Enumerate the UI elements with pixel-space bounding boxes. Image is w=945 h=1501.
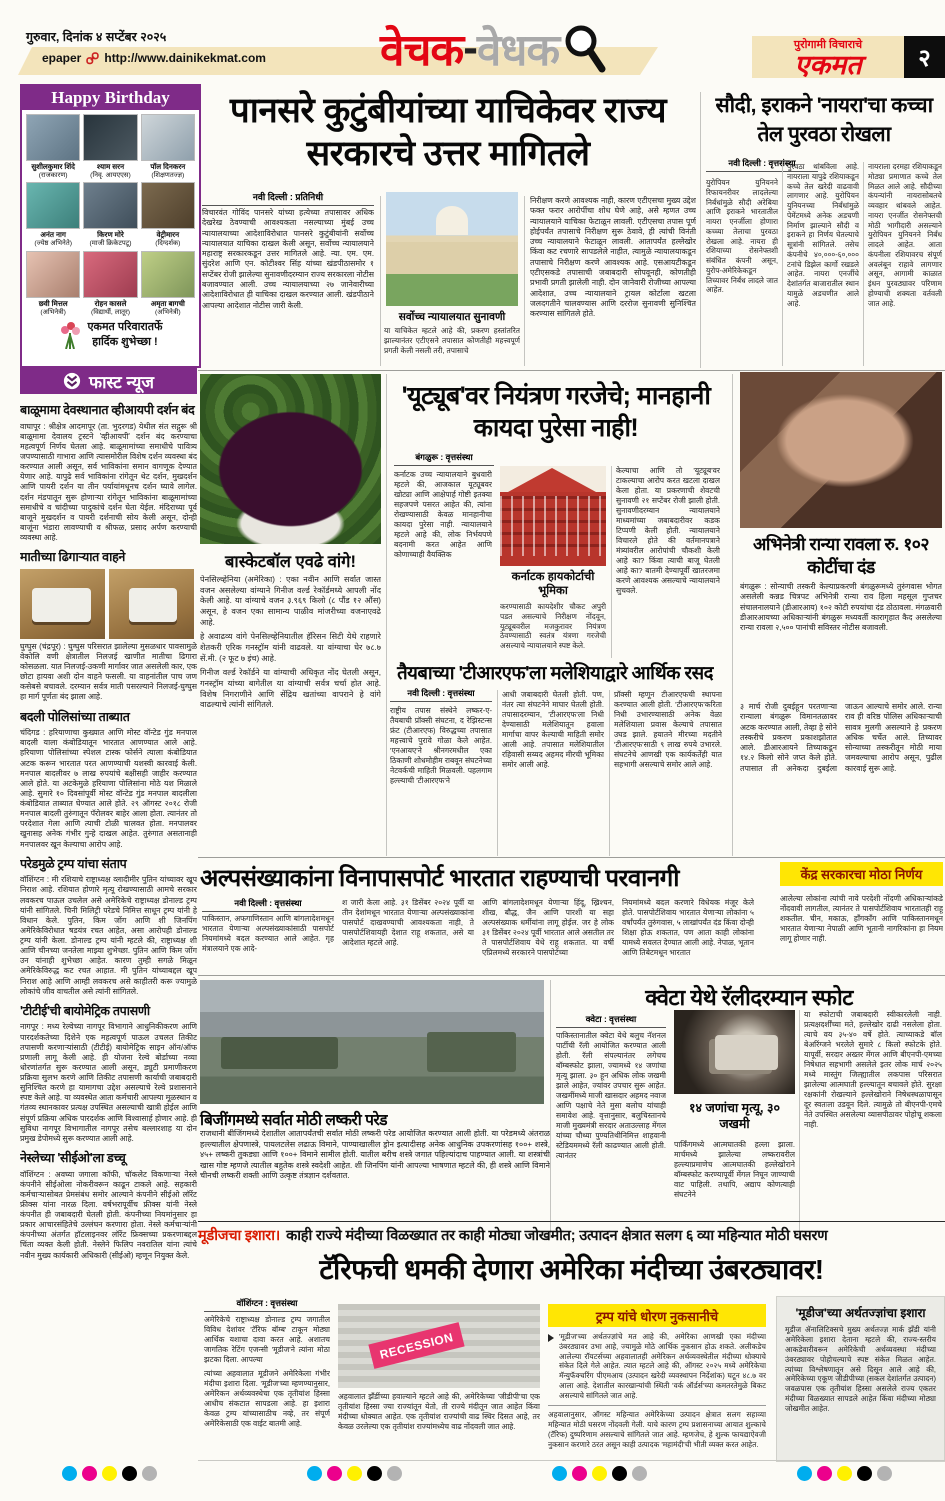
gray-dot [387, 1466, 402, 1481]
birthday-person [141, 114, 195, 179]
birthday-wish [22, 316, 199, 354]
saudi-headline: सौदी, इराकने 'नायरा'चा कच्चा तेल पुरवठा रोखला [715, 94, 933, 146]
brand-box [752, 36, 904, 78]
section-divider [198, 975, 945, 976]
minority-byline: नवी दिल्ली : वृत्तसंस्था [202, 898, 334, 912]
tariff-headline: टॅरिफची धमकी देणारा अमेरिका मंदीच्या उंबरठ्यावर! [319, 1254, 824, 1285]
dome-shape [436, 206, 468, 236]
column-rule [863, 162, 864, 366]
yellow-dot [102, 1466, 117, 1481]
eggplant-paragraph: गिनीज वर्ल्ड रेकॉर्डने या वांग्याची अधिकृत नोंद घेतली असून, गनस्ट्रॉम यांच्या बागेतील या वांग्याची सर्वत्र चर्चा होत आहे. विशेष निगराणीने आणि सेंद्रिय खतांच्या वापराने हे वांगे वाढल्याचे त्यांनी सांगितले. [200, 668, 381, 710]
lead-col-2: या याचिकेत म्हटले आहे की, प्रकरण हस्तांतरित झाल्यानंतर एटीएसने तपासात कोणतीही महत्त्वपूर्ण प्रगती केली नसली तरी, तपासाचे [384, 326, 520, 355]
section-divider [198, 857, 945, 858]
birthday-name: छवी मित्तल [38, 298, 68, 308]
section-divider [198, 370, 945, 371]
masthead-word-2: वेधक [476, 26, 560, 75]
quetta-col-2: पार्किंगमध्ये आत्मघातकी हल्ला झाला. मार्चमध्ये झालेल्या लष्करावरील हल्ल्याप्रमाणेच आत्मघातकी हल्लेखोराने बॉम्बस्फोट करण्यापूर्वी मेंगल निघून जाण्याची वाट पाहिली. तथापि, अद्याप कोणत्याही संघटनेने [674, 1140, 795, 1200]
minority-kicker: केंद्र सरकारचा मोठा निर्णय [780, 862, 943, 886]
lead-col-3: निरीक्षण करणे आवश्यक नाही, कारण एटीएसचा मुख्य उद्देश फक्त फरार आरोपींचा शोध घेणे आहे, असे म्हणत उच्च न्यायालयाने याचिका फेटाळून लावली. एटीएसचा तपास पूर्ण होईपर्यंत तपासाचे निरीक्षण सुरू ठेवावे, ही त्यांची विनंती उच्च न्यायालयाने फेटाळून लावली. आतापर्यंत हल्लेखोर किंवा कट रचणारे सापडलेले नाहीत, त्यामुळे न्यायालयाकडून तपासाचे निरीक्षण करणे आवश्यक आहे. एसआयटीकडून एटीएसकडे तपासाची जबाबदारी सोपवूनही, कोणतीही प्रभावी प्रगती झालेली नाही. दोन जानेवारी रोजीच्या आपल्या आदेशात, उच्च न्यायालयाने ट्रायल कोर्टाला खटला जलदगतीने चालवण्यास आणि दररोज सुनावणी सुनिश्चित करण्यास सांगितले होते. [530, 196, 696, 319]
minority-col-3: आणि बांगलादेशमधून येणाऱ्या हिंदू, ख्रिश्चन, शीख, बौद्ध, जैन आणि पारशी या सहा अल्पसंख्याक धर्मीयांना लागू होईल. जर हे लोक ३१ डिसेंबर २०२४ पूर्वी भारतात आले असतील तर ते पासपोर्टशिवाय येथे राहू शकतात. या वर्षी एप्रिलमध्ये सरकारने पासपोर्टच्या [482, 898, 614, 958]
vehicle-shape [427, 1032, 516, 1072]
fast-news-headline: बदली पोलिसांच्या ताब्यात [20, 709, 130, 724]
birthday-name: श्याम सरन [96, 162, 125, 171]
tariff-kicker: ट्रम्प यांचे धोरण नुकसानीचे [548, 1304, 766, 1327]
date-line: गुरुवार, दिनांक ४ सप्टेंबर २०२५ [26, 30, 167, 44]
youtube-byline: बंगळुरू : वृत्तसंस्था [394, 452, 494, 466]
footer-divider [198, 1460, 945, 1461]
birthday-name: वेट्रीमारन [156, 230, 180, 240]
masthead-separator: - [463, 23, 477, 72]
tariff-bullet-text: 'मूडीज'च्या अर्थतज्ज्ञांचे मत आहे की, अमेरिका आणखी एका मंदीच्या उंबरठ्यावर उभा आहे, ज्यामुळे मोठे आर्थिक नुकसान होऊ शकते. अलीकडेच आलेल्या रॉयटर्सच्या अहवालातही अमेरिकन अर्थव्यवस्थेतील मंदीच्या धोक्याचे संकेत दिले गेले आहेत. त्यात म्हटले आहे की, ऑगस्ट २०२५ मध्ये अमेरिकेचा मॅन्युफॅक्चरिंग पीएमआय (उत्पादन खरेदी व्यवस्थापन निर्देशांक) घटून ४८.७ वर आला आहे. देशातील कारखान्यांची स्थिती 'वर्क ऑर्डर्स'च्या कमतरतेमुळे बिकट असल्याचे सांगितले जात आहे. [559, 1332, 766, 1400]
moody-warning-band [198, 1221, 945, 1248]
birthday-person [83, 251, 137, 316]
giant-eggplant-photo [200, 374, 381, 544]
quetta-col-1: पाकिस्तानातील क्वेटा येथे बलुच नॅशनल पार्टीची रॅली आयोजित करण्यात आली होती. रॅली संपल्यानंतर लगेचच बॉम्बस्फोट झाला, ज्यामध्ये १४ जणांचा मृत्यू झाला. ३० हून अधिक लोक जखमी झाले आहेत, ज्यांवर उपचार सुरू आहेत. जखमींमध्ये माजी खासदार अहमद नवाज आणि पक्षाचे नेते मुसा बलोच यांचाही समावेश आहे. वृत्तानुसार, बलुचिस्तानचे माजी मुख्यमंत्री सरदार अताउल्लाह मेंगल यांच्या चौथ्या पुण्यतिथीनिमित्त शाहवानी स्टेडियममध्ये रॅली काढण्यात आली होती. त्यानंतर [556, 1031, 666, 1161]
fast-news-headline: 'टीटीई'ची बायोमेट्रिक तपासणी [20, 1003, 150, 1018]
yellow-dot [837, 1466, 852, 1481]
lead-byline: नवी दिल्ली : प्रतिनिधी [202, 190, 374, 206]
fast-news-item [20, 1151, 197, 1261]
eggplant-paragraph: पेनसिल्व्हेनिया (अमेरिका) : एका नवीन आणि सर्वात जास्त वजन असलेल्या वांग्याने गिनीज वर्ल्ड रेकॉर्डमध्ये आपली नोंद केली आहे. या वांग्याचे वजन ३.९६९ किलो (८ पौंड १२ औंस) असून, हे वजन एका सामान्य पाळीव मांजरीच्या वजनाएवढे आहे. [200, 575, 381, 627]
birthday-role: (राजकारण) [38, 171, 68, 179]
gray-dot [632, 1466, 647, 1481]
birthday-photo [141, 114, 195, 161]
roof-shape [508, 468, 596, 492]
fast-news-body: नागपूर : मध्य रेल्वेच्या नागपूर विभागाने आधुनिकीकरण आणि पारदर्शकतेच्या दिशेने एक महत्वपूर्ण पाऊल उचलत तिकीट तपासणी करणाऱ्यांसाठी (टीटीई) बायोमेट्रिक साइन ऑन/ऑफ प्रणाली लागू केली आहे. ही योजना रेल्वे बोर्डाच्या नव्या धोरणांतर्गत सुरू करण्यात आली असून, ड्युटी प्रमाणीकरण प्रक्रिया सुलभ करणे आणि तिकीट तपासणी कार्याची जबाबदारी सुनिश्चित करणे हा यामागचा उद्देश असल्याचे रेल्वे प्रशासनाने स्पष्ट केले आहे. या व्यवस्थेत आता कर्मचारी आपल्या मूळस्थान व गंतव्य स्थानकावर प्रत्यक्ष उपस्थित असल्याची खात्री होईल आणि संपूर्ण प्रक्रिया अधिक पारदर्शक आणि विश्वासार्ह होणार आहे. ही सुविधा नागपूर विभागातील नागपूर तसेच बल्लारशाह या दोन प्रमुख डेपोमध्ये सुरू करण्यात आली आहे. [20, 1022, 197, 1143]
fast-news-list [20, 396, 197, 1458]
vehicle-shape [221, 1037, 338, 1069]
birthday-role: (अभिनेत्री) [40, 308, 66, 316]
fast-news-title: फास्ट न्यूज [89, 372, 154, 392]
fast-news-body: वॉशिंग्टन : मी रशियाचे राष्ट्राध्यक्ष व्लादीमीर पुतिन यांच्यावर खूप निराश आहे. रशियात होणारे मृत्यू रोखण्यासाठी आमचे सरकार लवकरच पाऊल उचलेल असे अमेरिकेचे राष्ट्राध्यक्ष डोनाल्ड ट्रम्प यांनी सांगितले. चिनी मिलिट्री परेडचे निमित्त साधून ट्रम्प यांनी हे विधान केले. पुतिन, किम जोंग आणि शी जिनपिंग अमेरिकेविरोधात षडयंत्र रचत आहेत, असा आरोपही डोनाल्ड ट्रम्प यांनी केला. डोनाल्ड ट्रम्प यांनी म्हटले की, राष्ट्राध्यक्ष शी आणि चीनच्या जनतेला माझ्या शुभेच्छा. पुतिन आणि किम जोंग उन यांनाही शुभेच्छा आहेत. कारण तुम्ही सगळे मिळून अमेरिकेविरुद्ध कट रचत आहात. मी पुतिन यांच्याबद्दल खूप निराश आहे आणि आम्ही लवकरच असे काहीतरी करू ज्यामुळे लोकांचे जीव वाचतील असे त्यांनी सांगितले. [20, 875, 197, 996]
fast-news-item [20, 1004, 197, 1144]
vehicle-shape [32, 588, 92, 622]
fast-news-item [20, 403, 197, 543]
tariff-followup-text: अहवालानुसार, ऑगस्ट महिन्यात अमेरिकेच्या उत्पादन क्षेत्रात सलग सहाव्या महिन्यात मोठी घसरण नोंदवली गेली. याचे कारण ट्रम्प प्रशासनाच्या आयात शुल्काचे (टॅरिफ) दुष्परिणाम असल्याचे सांगितले जात आहे. म्हणजेच, हे शुल्क फायद्याऐवजी नुकसान करणारे ठरत असून काही उत्पादक 'महामंदी'ची भीती व्यक्त करत आहेत. [548, 1405, 766, 1449]
mud-vehicle-photo-1 [20, 569, 105, 639]
section-rule [700, 92, 701, 368]
brand-name: एकमत [794, 50, 862, 80]
arrow-bullet-icon [548, 1334, 554, 1342]
fast-news-headline: परेडमुळे ट्रम्प यांचा संताप [20, 856, 127, 871]
trf-byline: नवी दिल्ली : वृत्तसंस्था [390, 688, 492, 702]
trf-col-2: आधी जबाबदारी घेतली होती. पण, नंतर त्या संघटनेने माघार घेतली होती. तपासादरम्यान, 'टीआरएफ'ला निधी देण्यासाठी मलेशियातून हवाला मार्गाचा वापर केल्याची माहिती समोर आली आहे. तपासात मलेशियातील रहिवासी सय्यद अहमद मीरची भूमिका समोर आली आहे. [502, 690, 604, 770]
fast-news-body: वॉशिंग्टन : अवघ्या जगाला कॉफी, चॉकलेट विकणाऱ्या नेस्ले कंपनीने सीईओला नोकरीवरून काढून टाकले आहे. सहकारी कर्मचाऱ्यासोबत प्रेमसंबंध समोर आल्याने कंपनीने सीईओ लॉरेंट फ्रीक्स यांना नारळ दिला. वर्षभरापूर्वीच फ्रीक्स यांनी नेस्ले कंपनीत ही जबाबदारी घेतली होती. कंपनीच्या नियमांनुसार हा प्रकार आचारसंहितेचे उल्लंघन करणारा होता. नेस्ले कर्मचाऱ्यांनी कंपनीच्या अंतर्गत हॉटलाइनवर लॉरेंट फ्रिक्सच्या प्रकरणाबद्दल चिंता व्यक्त केली होती. नेस्लेने फिलिप नवरातिल यांना त्यांचे नवीन मुख्य कार्यकारी अधिकारी (सीईओ) म्हणून नियुक्त केले. [20, 1169, 197, 1260]
birthday-role: (विद्यार्थी, लातूर) [90, 308, 130, 316]
windows-pattern [500, 496, 606, 556]
cyan-dot [797, 1466, 812, 1481]
birthday-role: (निवृ. आयएएस) [90, 171, 131, 179]
birthday-grid [22, 110, 199, 316]
fast-news-item [20, 857, 197, 997]
black-dot [857, 1466, 872, 1481]
military-parade-photo [200, 980, 544, 1104]
cmyk-registration-dots [62, 1466, 157, 1481]
masthead-word-1: वेचक [380, 26, 464, 75]
damaged-truck-shape [715, 1035, 778, 1070]
birthday-person [26, 114, 80, 179]
gray-dot [877, 1466, 892, 1481]
actress-headline: अभिनेत्री रान्या रावला रु. १०२ कोटींचा दंड [752, 534, 930, 577]
youtube-photo-caption: कर्नाटक हायकोर्टाची भूमिका [511, 571, 595, 598]
birthday-name: रोहन कासले [94, 298, 127, 308]
magenta-dot [327, 1466, 342, 1481]
trf-col-1: राष्ट्रीय तपास संस्थेने लष्कर-ए-तैयबाची प्रॉक्सी संघटना, द रेझिस्टन्स फ्रंट (टीआरएफ) विरुद्धच्या तपासात महत्त्वाचे पुरावे गोळा केले आहेत. 'एनआयए'ने श्रीनगरमधील एका ठिकाणी शोधमोहीम राबवून संघटनेच्या नेटवर्कची माहिती मिळवली. पहलगाम हल्ल्याची 'टीआरएफ'ने [390, 706, 492, 786]
birthday-name: अनंत नाग [40, 230, 66, 240]
magenta-dot [82, 1466, 97, 1481]
mud-vehicle-photo-2 [109, 569, 194, 639]
bouquet-icon [58, 321, 82, 349]
saudi-col-3: नायराला दरमहा रशियाकडून मोठ्या प्रमाणात कच्चे तेल मिळत आले आहे. सौदीच्या कंपन्यांनी नायरासोबतचे व्यवहार थांबवले आहेत. नायरा एनर्जीत रोसनेफ्तची मोठी भागीदारी असल्याने युरोपियन युनियनने निर्बंध लादले आहेत. आता कंपनीला रशियावरच संपूर्ण अवलंबून राहावे लागणार असून, आगामी काळात इंधन पुरवठ्यावर परिणाम होण्याची शक्यता वर्तवली जात आहे. [868, 162, 942, 308]
birthday-person [141, 182, 195, 247]
yellow-dot [592, 1466, 607, 1481]
fast-news-body: चंदिगड : हरियाणाचा कुख्यात आणि मोस्ट वॉन्टेड गुंड मनपाल बादली याला कंबोडियातून भारतात आणण्यात आले आहे. हरियाणा पोलिसांच्या स्पेशल टास्क फोर्सने त्याला कंबोडियात अटक करून भारतात परत आणण्याची यशस्वी कारवाई केली. मनपाल बादलीवर ७ लाख रुपयांचे बक्षीसही जाहीर करण्यात आले होते. या अटकेमुळे हरियाणा पोलिसांना मोठे यश मिळाले आहे. सुमारे १० दिवसांपूर्वी मोस्ट वॉन्टेड गुंड मनपाल बादलीला कंबोडियात ताब्यात घेण्यात आले होते. २९ ऑगस्ट २०१८ रोजी मनपाल बादली तुरुंगातून पॅरोलवर बाहेर आला होता. त्यानंतर तो परदेशात गेला आणि त्याची टोळी चालवत होता. मनपालवर खुनासह अनेक गंभीर गुन्हे दाखल आहेत. तुरुंगात असतानाही मनपालवर खून केल्याचा आरोप आहे. [20, 728, 197, 849]
quetta-headline: क्वेटा येथे रॅलीदरम्यान स्फोट [645, 985, 853, 1010]
birthday-photo [83, 182, 137, 229]
cyan-dot [552, 1466, 567, 1481]
cyan-dot [307, 1466, 322, 1481]
supreme-court-photo [386, 192, 518, 306]
yellow-dot [347, 1466, 362, 1481]
birthday-title: Happy Birthday [22, 86, 199, 110]
section-rule [550, 980, 551, 1238]
tariff-byline: वॉशिंग्टन : वृत्तसंस्था [204, 1298, 330, 1312]
moody-band-prefix: मूडीजचा इशारा। [198, 1228, 281, 1244]
minority-col-4: नियमांमध्ये बदल करणारे विधेयक मंजूर केले होते. पासपोर्टशिवाय भारतात येणाऱ्या लोकांना ५ वर्षांपर्यंत तुरुंगवास, ५ लाखांपर्यंत दंड किंवा दोन्ही शिक्षा होऊ शकतात, पण आता काही लोकांना यामध्ये सवलत देण्यात आली आहे. नेपाळ, भूतान आणि तिबेटमधून भारतात [622, 898, 754, 958]
link-icon [86, 52, 99, 65]
eggplant-paragraph: हे अवाढव्य वांगे पेनसिल्व्हेनियातील हॅरिसन सिटी येथे राहणारे शेतकरी एरिक गनस्ट्रॉम यांनी वाढवले. या वांग्याचा घेर ७८.७ सें.मी. (२ फूट ७ इंच) आहे. [200, 632, 381, 663]
youtube-col-1: कर्नाटक उच्च न्यायालयाने बुधवारी म्हटले की, आजकाल यूट्यूबवर खोट्या आणि आक्षेपार्ह गोष्टी इतक्या सहजपणे पसरत आहेत की, त्यांना रोखण्यासाठी केवळ मानहानीचा कायदा पुरेसा नाही. न्यायालयाने म्हटले आहे की, लोक निर्भयपणे बदनामी करत आहेत आणि कोणाच्याही वैयक्तिक [394, 470, 492, 560]
eggplant-body [200, 575, 381, 857]
birthday-person [141, 251, 195, 316]
birthday-name: सुशीलकुमार शिंदे [31, 162, 75, 171]
quetta-byline: क्वेटा : वृत्तसंस्था [556, 1014, 666, 1028]
brand-tagline: पुरोगामी विचाराचे [793, 39, 863, 51]
wish-line-1: एकमत परिवारातर्फे [87, 321, 163, 334]
magenta-dot [572, 1466, 587, 1481]
saudi-col-2: पुरवठा थांबविला आहे. नायराला यापुढे रशियाकडून कच्चे तेल खरेदी वाढवावी लागणार आहे. युरोपियन युनियनच्या निर्बंधांमुळे पेमेंटमध्ये अनेक अडचणी निर्माण झाल्याने सौदी व इराकने हा निर्णय घेतल्याचे सूत्रांनी सांगितले. तसेच कंपनीचे ४०,०००-६०,००० टनांचे डिझेल कार्गो रखडले आहेत. नायरा एनर्जीचे देशांतर्गत बाजारातील स्थान यामुळे अडचणीत आले आहे. [787, 162, 859, 308]
fast-news-item [20, 710, 197, 850]
wish-line-2: हार्दिक शुभेच्छा ! [92, 336, 158, 349]
column-rule [380, 196, 381, 366]
column-rule [524, 196, 525, 366]
birthday-role: (दिग्दर्शक) [155, 240, 181, 248]
birthday-name: पॉल दिनकरन [150, 162, 186, 171]
column-rule [611, 466, 612, 658]
birthday-photo [26, 182, 80, 229]
lead-photo-caption: सर्वोच्च न्यायालयात सुनावणी [398, 311, 506, 323]
birthday-photo [26, 251, 80, 298]
recession-tag: RECESSION [369, 1322, 465, 1369]
gray-dot [142, 1466, 157, 1481]
lead-headline: पानसरे कुटुंबीयांच्या याचिकेवर राज्य सरकारचे उत्तर मागितले [229, 91, 667, 173]
fast-news-body: घुग्घुस (चंद्रपूर) : घुग्घुस परिसरात झालेल्या मुसळधार पावसामुळे वेकोलि वणी क्षेत्रातील निलजई खाणीत मातीचा ढिगारा कोसळला. यात निलजई-उकणी मार्गावर जात असलेली कार, एक छोटा हायवा अशी दोन वाहने फसली. या वाहनांतील पाच जण कसेबसे बचावले. दरम्यान सर्वत्र माती पसरल्याने निलजई-घुग्घुस हा मार्ग पूर्णतः बंद झाला आहे. [20, 641, 197, 702]
quetta-col-3: या स्फोटाची जबाबदारी स्वीकारलेली नाही. प्रत्यक्षदर्शींच्या मते, हल्लेखोर दाढी नसलेला होता. त्याचे वय ३५-४० वर्षे होते. त्याच्याकडे बॉल बेअरिंग्जने भरलेले सुमारे ८ किलो स्फोटके होते. यापूर्वी, सरदार अख्तर मेंगल आणि बीएनपी-एमच्या निषेधात सहभागी असलेले इतर लोक मार्च २०२५ मध्ये मास्तुंग जिल्ह्यातील लकपास परिसरात झालेल्या आत्मघाती हल्ल्यातून बचावले होते. सुरक्षा रक्षकांनी रोखल्याने हल्लेखोराने निषेधस्थळापासून दूर स्वतःला उडवून दिले. त्यामुळे तो बीएनपी-एमचे नेते उपस्थित असलेल्या व्यासपीठावर पोहोचू शकला नाही. [804, 1010, 942, 1130]
birthday-role: (ज्येष्ठ अभिनेते) [34, 240, 72, 248]
saudi-byline: नवी दिल्ली : वृत्तसंस्था [706, 158, 818, 172]
magenta-dot [817, 1466, 832, 1481]
column-rule [799, 1010, 800, 1238]
lead-col-1: विचारवंत गोविंद पानसरे यांच्या हत्येच्या तपासावर अधिक देखरेख ठेवण्याची आवश्यकता नसल्याच्या मुंबई उच्च न्यायालयाच्या आदेशाविरोधात पानसरे कुटुंबीयांनी सर्वोच्च न्यायालयात याचिका दाखल केली असून, सर्वोच्च न्यायालयाने महाराष्ट्र सरकारकडून उत्तर मागितले आहे. न्या. एम. एम. सुंदरेश आणि एन. कोटीश्वर सिंह यांच्या खंडपीठासमोर १ सप्टेंबर रोजी झालेल्या सुनावणीदरम्यान राज्य सरकारला नोटीस बजावण्यात आली. उच्च न्यायालयाच्या २७ जानेवारीच्या आदेशाविरोधात ही याचिका दाखल करण्यात आली. खंडपीठाने आपल्या आदेशात नोटीस जारी केली. [202, 208, 374, 310]
youtube-headline: 'यूट्यूब'वर नियंत्रण गरजेचे; मानहानी कायदा पुरेसा नाही! [401, 382, 711, 442]
epaper-url[interactable]: http://www.dainikekmat.com [104, 51, 266, 65]
actress-photo [740, 372, 942, 528]
parade-caption-body: राजधानी बीजिंगमध्ये देशातील आतापर्यंतची सर्वात मोठी लष्करी परेड आयोजित करण्यात आली होती. या परेडमध्ये अंतराळ हल्ल्यातील क्षेपणास्त्रे, पायलटलेस लढाऊ विमाने, पाण्याखालील ड्रोन इत्यादीसह अनेक आधुनिक उपकरणांसह १००+ शस्त्रे, ४५+ लष्करी तुकड्या आणि १००+ विमाने सामील होती. यातील बरीच शस्त्रे जगात पहिल्यांदाच पाहण्यात आली. या शस्त्रांची खास गोष्ट म्हणजे त्यातील बहुतेक शस्त्रे स्वदेशी आहेत. शी जिनपिंग यांनी आपल्या भाषणात म्हटले की, ही शस्त्रे आणि विमाने चीनची लष्करी शक्ती आणि उत्कृष्ट तंत्रज्ञान दर्शवतात. [200, 1129, 550, 1181]
epaper-label: epaper [42, 51, 82, 65]
fast-news-headline: मातीच्या ढिगाऱ्यात वाहने [20, 550, 126, 565]
fast-news-body: वाघापूर : श्रीक्षेत्र आदमापूर (ता. भुदरगड) येथील संत सद्गुरू श्री बाळूमामा देवालय ट्रस्टने 'व्हीआयपी' दर्शन बंद करण्याचा महत्वपूर्ण निर्णय घेतला आहे. बाळूमामांच्या समाधीचे पावित्र्य जपण्यासाठी गाभारा आणि त्यासमोरील विशेष दर्शन व्यवस्था बंद करण्यात आली असून, सर्व भाविकांना समान वागणूक देण्यात येणार आहे. यापुढे सर्व भाविकांना रांगेतून थेट दर्शन, मुखदर्शन आणि पायरी दर्शन या तीन पर्यायांमधूनच दर्शन घ्यावे लागेल. दर्शन मंडपातून सुरू होणाऱ्या रांगेतून भाविकांना बाळूमामांच्या समाधीचे व चांदीच्या पादुकांचे दर्शन घेता येईल. मंदिराच्या पूर्व बाजूने मुखदर्शन व पायरी दर्शनाची सोय केली असून, दोन्ही बाजूंना भंडारा लावण्याची व श्रीफळ, प्रसाद अर्पण करण्याची व्यवस्था आहे. [20, 421, 197, 542]
birthday-person [83, 114, 137, 179]
cmyk-registration-dots [307, 1466, 402, 1481]
vehicle-shape [129, 588, 177, 622]
masthead [380, 18, 607, 78]
birthday-name: किरण मोरे [97, 230, 124, 240]
trf-headline: तैयबाच्या 'टीआरएफ'ला मलेशियाद्वारे आर्थिक रसद [397, 662, 713, 683]
black-dot [367, 1466, 382, 1481]
minority-col-5: आलेल्या लोकांना त्यांची नावे परदेशी नोंदणी अधिकाऱ्यांकडे नोंदवावी लागतील, त्यानंतर ते पासपोर्टशिवाय भारतातही राहू शकतील. चीन, मकाऊ, हाँगकाँग आणि पाकिस्तानमधून भारतात येणाऱ्या नेपाळी आणि भूतानी नागरिकांना हा नियम लागू होणार नाही. [780, 894, 943, 944]
cmyk-registration-dots [797, 1466, 892, 1481]
tariff-paragraph: अमेरिकेचे राष्ट्राध्यक्ष डोनाल्ड ट्रम्प जगातील विविध देशांवर 'टॅरिफ बॉम्ब' टाकून मोठ्या आर्थिक यशाचा दावा करत आहे. अशातच जागतिक रेटिंग एजन्सी 'मूडीज'ने त्यांना मोठा झटका दिला. आपल्या [204, 1315, 330, 1365]
parade-headline: बिजींगमध्ये सर्वात मोठी लष्करी परेड [200, 1112, 388, 1129]
minority-headline: अल्पसंख्याकांना विनापासपोर्ट भारतात राहण्याची परवानगी [200, 865, 679, 892]
actress-body-1: बंगळुरू : सोन्याची तस्करी केल्याप्रकरणी बंगळुरूमध्ये तुरुंगवास भोगत असलेली कन्नड चित्रपट अभिनेत्री रान्या राव हिला महसूल गुप्तचर संचालनालयाने (डीआरआय) १०२ कोटी रुपयांचा दंड ठोठावला. मंगळवारी डीआरआयच्या अधिकाऱ्यांनी बंगळुरू मध्यवर्ती कारागृहात कैद असलेल्या रान्या रावला २,५०० पानांची सविस्तर नोटीस बजावली. [740, 582, 942, 633]
tariff-paragraph: त्यांच्या अहवालात मूडीजने अमेरिकेला गंभीर मंदीचा इशारा दिला. 'मूडीज'च्या म्हणण्यानुसार, अमेरिकन अर्थव्यवस्थेचा एक तृतीयांश हिस्सा आधीच संकटात सापडला आहे. हा इशारा केवळ ट्रम्प यांच्यासाठीच नव्हे, तर संपूर्ण अमेरिकेसाठी एक वाईट बातमी आहे. [204, 1369, 330, 1429]
column-rule [609, 690, 610, 856]
birthday-role: (शिक्षणतज्ज्ञ) [151, 171, 185, 179]
trf-col-3: प्रॉक्सी म्हणून टीआरएफची स्थापना करण्यात आली होती. 'टीआरएफ'करिता निधी उभारण्यासाठी अनेक वेळा मलेशियाला प्रवास केल्याचे तपासात उघड झाले. हयातने मीरच्या मदतीने 'टीआरएफ'साठी ९ लाख रुपये उभारले. संघटनेचे आणखी एक कार्यकर्तेही यात सहभागी असल्याचे समोर आले आहे. [614, 690, 722, 770]
fast-news-headline: नेस्लेच्या 'सीईओ'ला डच्चू [20, 1150, 126, 1165]
quetta-photo-caption: १४ जणांचा मृत्यू, ३० जखमी [689, 1101, 780, 1132]
recession-photo [338, 1304, 540, 1388]
birthday-photo [26, 114, 80, 161]
minority-col-2: श जारी केला आहे. ३१ डिसेंबर २०२४ पूर्वी या तीन देशांमधून भारतात येणाऱ्या अल्पसंख्याकांना पासपोर्ट दाखवण्याची आवश्यकता नाही, ते पासपोर्टशिवायही देशात राहू शकतात, असे या आदेशात म्हटले आहे. [342, 898, 474, 948]
birthday-person [83, 182, 137, 247]
birthday-photo [141, 182, 195, 229]
birthday-role: (अभिनेत्री) [155, 308, 181, 316]
cyan-dot [62, 1466, 77, 1481]
quetta-blast-photo [674, 1010, 795, 1094]
fast-news-headline: बाळूमामा देवस्थानात व्हीआयपी दर्शन बंद [20, 403, 195, 417]
moody-band-text: काही राज्ये मंदीच्या विळख्यात तर काही मोठ्या जोखमीत; उत्पादन क्षेत्रात सलग ६ व्या महिन्यात मोठी घसरण [286, 1228, 828, 1244]
cmyk-registration-dots [552, 1466, 647, 1481]
fast-news-item [20, 550, 197, 702]
birthday-box [20, 84, 201, 368]
birthday-name: अमृता बागची [150, 298, 185, 308]
karnataka-hc-photo [500, 466, 606, 566]
birthday-photo [141, 251, 195, 298]
birthday-person [26, 251, 80, 316]
section-rule [386, 374, 387, 856]
birthday-person [26, 182, 80, 247]
column-rule [497, 690, 498, 856]
double-chevron-icon [63, 372, 81, 390]
tariff-col-2: अहवालात झँडींच्या हवाल्याने म्हटले आहे की, अमेरिकेच्या 'जीडीपी'चा एक तृतीयांश हिस्सा ज्या राज्यांतून येतो, ती राज्ये मंदीतून जात आहेत किंवा मंदीच्या धोक्यात आहेत. एक तृतीयांश राज्यांची वाढ स्थिर दिसत आहे, तर केवळ उरलेल्या एक तृतीयांश राज्यांमध्येच वाढ नोंदवली जात आहे. [338, 1392, 540, 1432]
youtube-col-3: केल्याचा आणि तो 'यूट्यूब'वर टाकल्याचा आरोप करत खटला दाखल केला होता. या प्रकरणाची शेवटची सुनावणी २१ सप्टेंबर रोजी झाली होती. सुनावणीदरम्यान न्यायालयाने माध्यमांच्या जबाबदारीवर कडक टिप्पणी केली होती. न्यायालयाने विचारले होते की वर्तमानपत्राने मंत्र्यांवरील आरोपांची चौकशी केली आहे का? किंवा त्याची बाजू घेतली आहे का? बातमी देण्यापूर्वी खातरजमा करणे आवश्यक असल्याचे न्यायालयाने सुचवले. [616, 466, 720, 596]
mud-vehicles-photos [20, 569, 197, 639]
actress-body-2: ३ मार्च रोजी दुबईहून परतणाऱ्या रान्याला बंगळुरू विमानतळावर अटक करण्यात आली, तेव्हा हे सोने तस्करीचे प्रकरण प्रकाशझोतात आले. डीआरआयने तिच्याकडून १४.२ किलो सोने जप्त केले होते. तपासात ती अनेकदा दुबईला जाऊन आल्याचे समोर आले. रान्या राव ही वरिष्ठ पोलिस अधिकाऱ्याची सावत्र मुलगी असल्याने हे प्रकरण अधिक चर्चेत आले. तिच्यावर सोन्याच्या तस्करीतून मोठी माया जमवल्याचा आरोप असून, पुढील कारवाई सुरू आहे. [740, 702, 942, 773]
black-dot [122, 1466, 137, 1481]
column-rule [782, 162, 783, 366]
black-dot [612, 1466, 627, 1481]
eggplant-headline: बास्केटबॉल एवढे वांगे! [225, 553, 356, 571]
minority-col-1: पाकिस्तान, अफगाणिस्तान आणि बांगलादेशमधून भारतात येणाऱ्या अल्पसंख्याकांसाठी पासपोर्ट नियमांमध्ये बदल करण्यात आले आहेत. गृह मंत्रालयाने एक आदे- [202, 914, 334, 954]
moodys-warning-box [776, 1296, 945, 1462]
moodys-box-title: 'मूडीज'च्या अर्थतज्ज्ञांचा इशारा [795, 1306, 926, 1320]
birthday-photo [83, 251, 137, 298]
youtube-col-2: करण्यासाठी कायदेशीर चौकट अपुरी पडत असल्याचे निरीक्षण नोंदवून, यूट्यूबवरील मजकुरावर नियंत्रण ठेवण्यासाठी स्वतंत्र यंत्रणा गरजेची असल्याचे न्यायालयाने स्पष्ट केले. [500, 602, 606, 651]
page-number: २ [904, 36, 945, 78]
moodys-box-body: मूडीज ॲनालिटिक्सचे मुख्य अर्थतज्ज्ञ मार्क झँडी यांनी अमेरिकेला इशारा देताना म्हटले की, राज्य-स्तरीय आकडेवारीवरून अमेरिकेची अर्थव्यवस्था मंदीच्या उंबरठ्यावर पोहोचल्याचे स्पष्ट संकेत मिळत आहेत. त्यांच्या विश्लेषणातून असे दिसून आले आहे की, अमेरिकेच्या एकूण जीडीपीच्या (सकल देशांतर्गत उत्पादन) जवळपास एक तृतीयांश हिस्सा असलेले राज्य एकतर मंदीच्या विळख्यात सापडले आहेत किंवा मंदीच्या मोठ्या जोखमीत आहेत. [785, 1325, 936, 1414]
section-rule [732, 374, 733, 856]
birthday-role: (माजी क्रिकेटपटू) [89, 240, 132, 248]
magnifier-icon [561, 23, 607, 73]
birthday-photo [83, 114, 137, 161]
fast-news-band [20, 368, 197, 394]
saudi-col-1: युरोपियन युनियनने रिफायनरीवर लादलेल्या निर्बंधांमुळे सौदी अरेबिया आणि इराकने भारतातील नायरा एनर्जीला होणारा कच्च्या तेलाचा पुरवठा रोखला आहे. नायरा ही रशियाच्या रोसनेफ्तशी संबंधित कंपनी असून, युरोप-अमेरिकेकडून तिच्यावर निर्बंध लादले जात आहेत. [706, 178, 778, 295]
